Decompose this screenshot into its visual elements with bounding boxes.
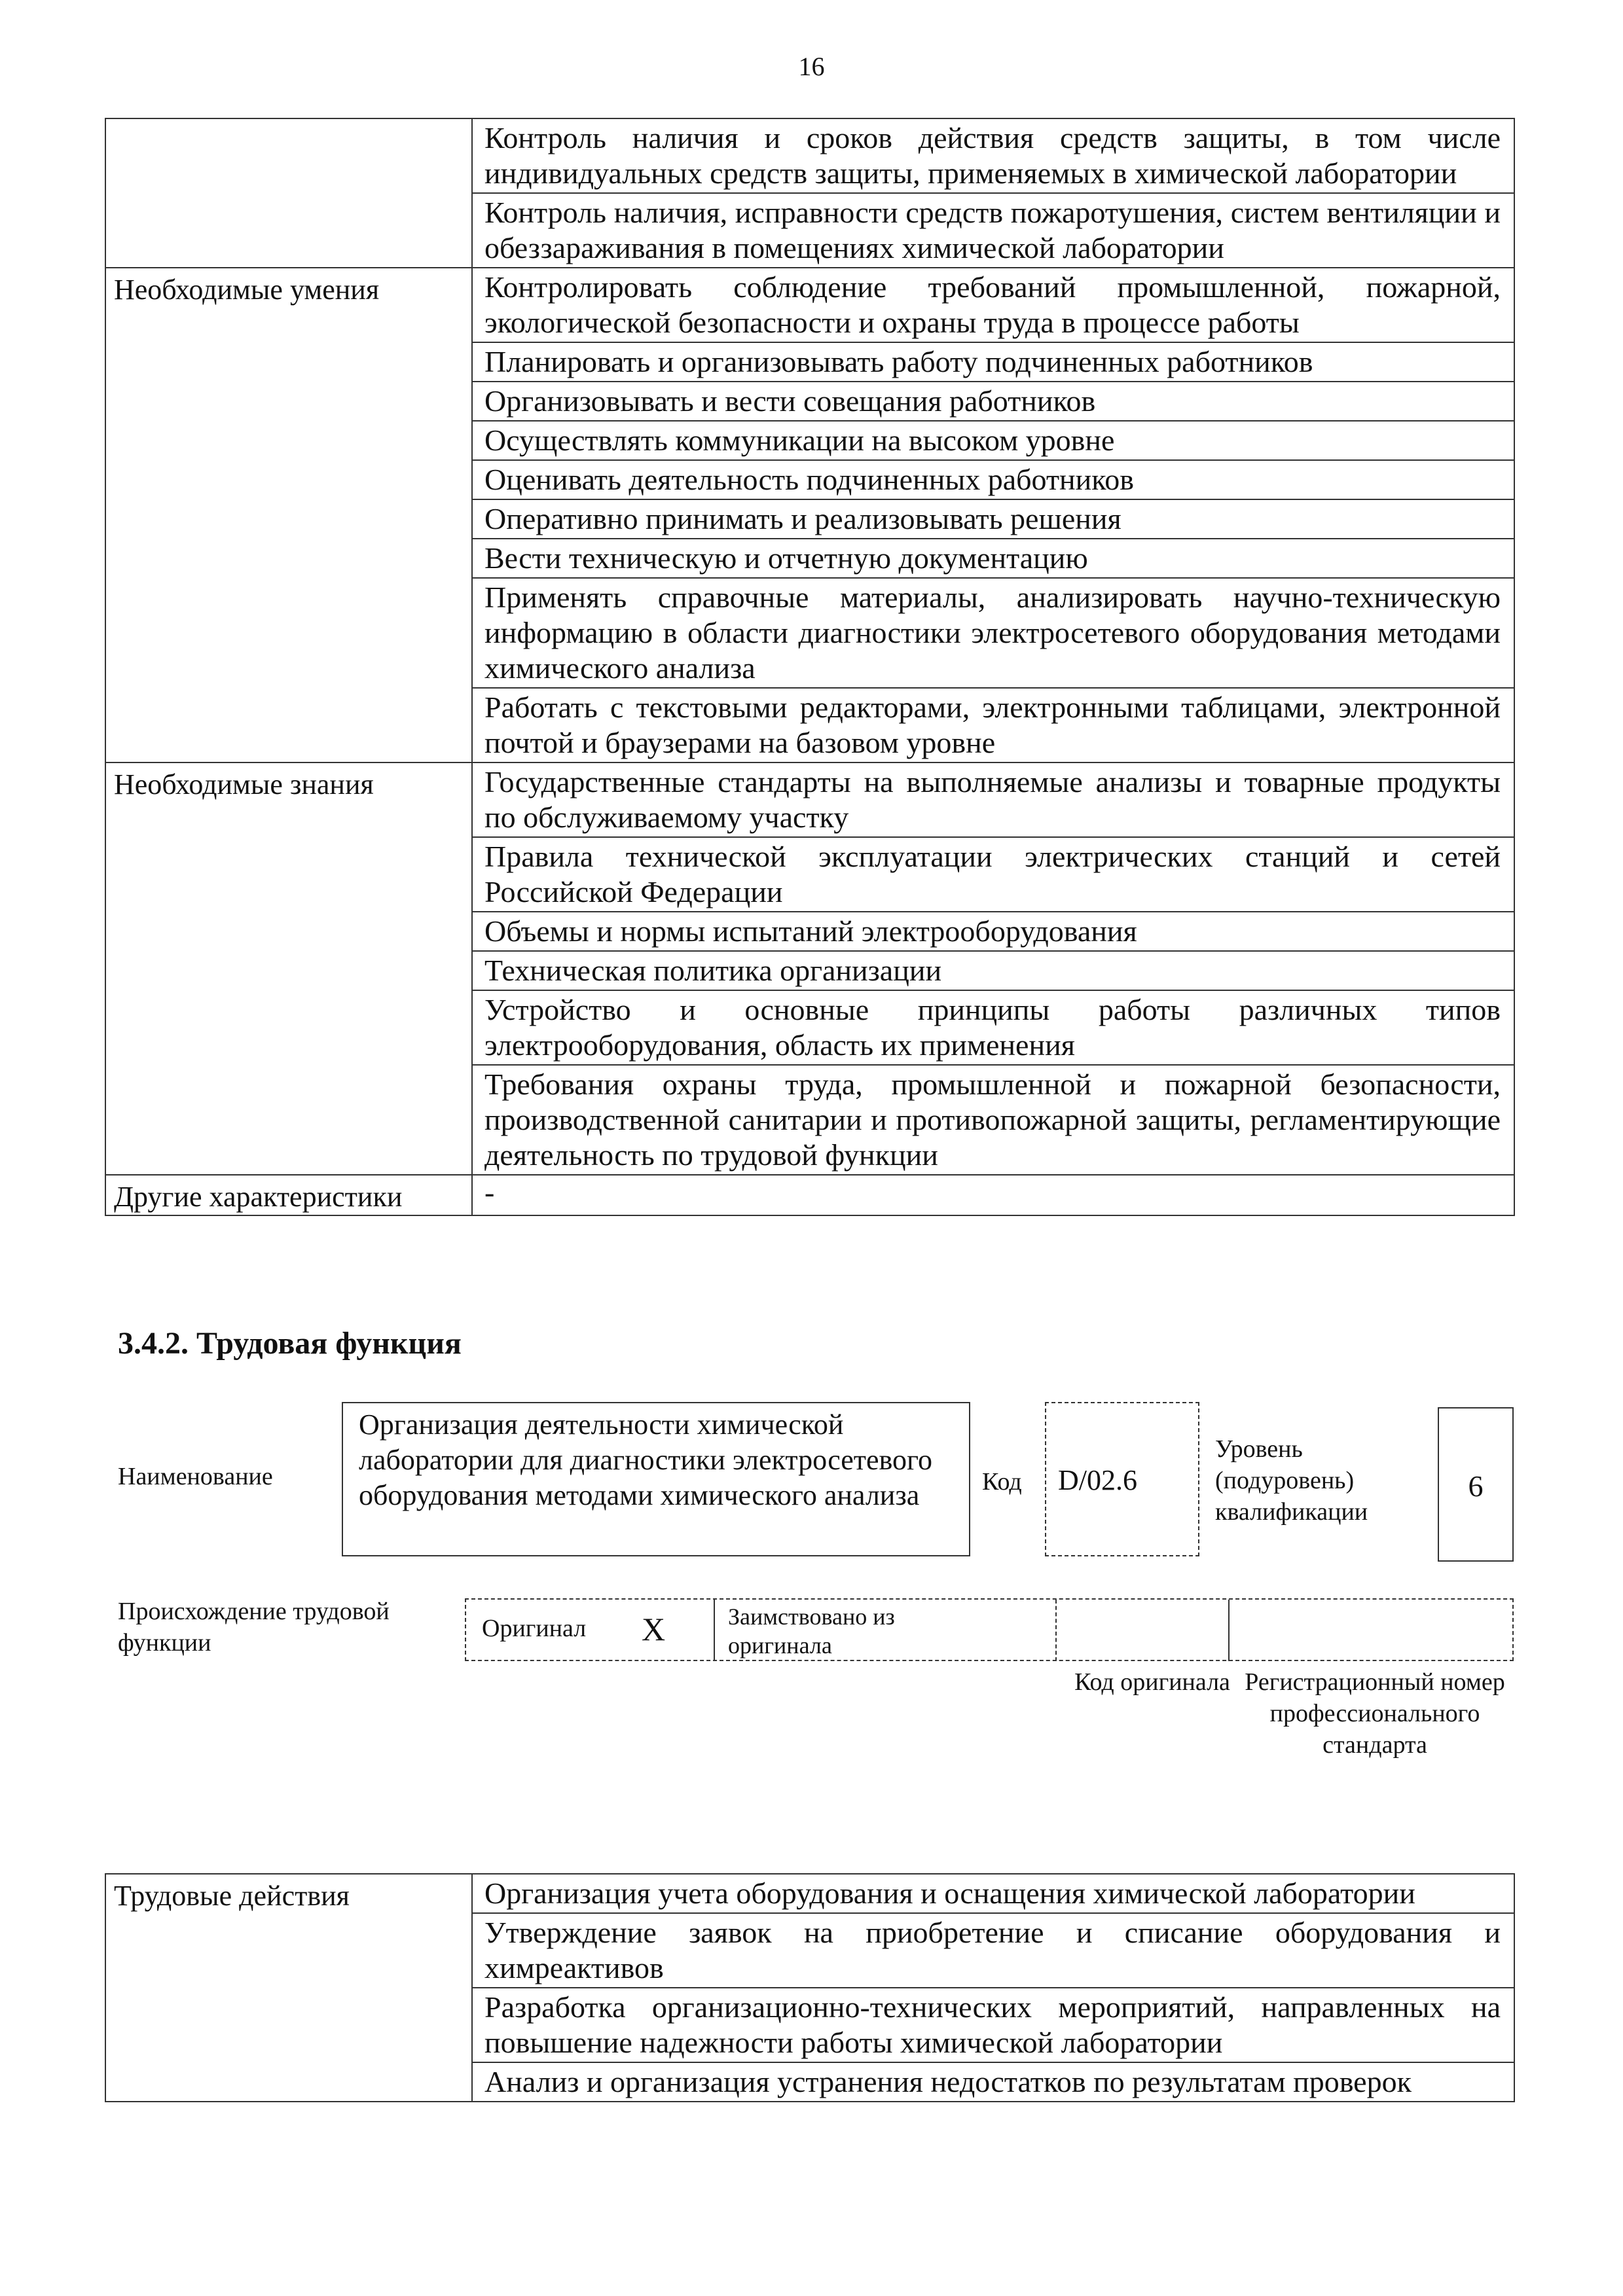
skill-line: Осуществлять коммуникации на высоком уровне xyxy=(472,421,1514,460)
skill-line: Оценивать деятельность подчиненных работников xyxy=(472,460,1514,499)
knowledge-line: Техническая политика организации xyxy=(472,951,1514,990)
requirements-table xyxy=(105,118,1515,1216)
divider xyxy=(714,1600,715,1661)
knowledge-line: Правила технической эксплуатации электрических станций и сетей Российской Федерации xyxy=(472,837,1514,912)
function-name: Организация деятельности химической лаборатории для диагностики электросетевого оборудования методами химического анализа xyxy=(359,1408,932,1511)
skill-line: Оперативно принимать и реализовывать решения xyxy=(472,499,1514,539)
divider xyxy=(1228,1600,1230,1661)
borrowed-label: Заимствовано из оригинала xyxy=(728,1604,895,1659)
row-label-skills: Необходимые умения xyxy=(105,268,472,762)
original-mark: X xyxy=(642,1611,666,1647)
skill-line: Применять справочные материалы, анализировать научно-техническую информацию в области диагностики электросетевого оборудования методами химического анализа xyxy=(472,578,1514,688)
skill-line: Вести техническую и отчетную документацию xyxy=(472,539,1514,578)
code-original-caption: Код оригинала xyxy=(1074,1668,1230,1696)
knowledge-line: Требования охраны труда, промышленной и пожарной безопасности, производственной санитарии и противопожарной защиты, регламентирующие деятельность по трудовой функции xyxy=(472,1065,1514,1175)
level-label: Уровень (подуровень) квалификации xyxy=(1215,1435,1368,1526)
level-value: 6 xyxy=(1468,1469,1484,1503)
origin-row xyxy=(465,1598,1514,1661)
skill-line: Контролировать соблюдение требований промышленной, пожарной, экологической безопасности и охраны труда в процессе работы xyxy=(472,268,1514,342)
action-line: Утверждение заявок на приобретение и списание оборудования и химреактивов xyxy=(472,1913,1514,1988)
other-value: - xyxy=(472,1175,1514,1215)
table-row xyxy=(105,762,1514,837)
requirement-line: Контроль наличия, исправности средств пожаротушения, систем вентиляции и обеззараживания в помещениях химической лаборатории xyxy=(472,193,1514,268)
section-heading: 3.4.2. Трудовая функция xyxy=(118,1326,462,1361)
action-line: Разработка организационно-технических мероприятий, направленных на повышение надежности работы химической лаборатории xyxy=(472,1988,1514,2062)
table-row xyxy=(105,118,1514,193)
code-value: D/02.6 xyxy=(1058,1464,1137,1496)
original-label: Оригинал xyxy=(482,1615,587,1642)
code-label: Код xyxy=(982,1468,1022,1496)
row-label-actions: Трудовые действия xyxy=(105,1874,472,2102)
table-row xyxy=(105,1175,1514,1215)
row-label-other: Другие характеристики xyxy=(105,1175,472,1215)
divider xyxy=(1055,1600,1057,1661)
name-label: Наименование xyxy=(118,1463,273,1490)
name-box xyxy=(342,1402,970,1556)
skill-line: Организовывать и вести совещания работников xyxy=(472,382,1514,421)
action-line: Анализ и организация устранения недостатков по результатам проверок xyxy=(472,2062,1514,2102)
row-label-knowledge: Необходимые знания xyxy=(105,762,472,1175)
table-row xyxy=(105,268,1514,342)
knowledge-line: Объемы и нормы испытаний электрооборудования xyxy=(472,912,1514,951)
code-box xyxy=(1045,1402,1199,1556)
row-label xyxy=(105,118,472,268)
knowledge-line: Устройство и основные принципы работы различных типов электрооборудования, область их применения xyxy=(472,990,1514,1065)
skill-line: Работать с текстовыми редакторами, электронными таблицами, электронной почтой и браузерами на базовом уровне xyxy=(472,688,1514,762)
action-line: Организация учета оборудования и оснащения химической лаборатории xyxy=(472,1874,1514,1913)
level-box xyxy=(1438,1407,1514,1562)
page-number: 16 xyxy=(798,52,825,81)
table-row xyxy=(105,1874,1514,1913)
knowledge-line: Государственные стандарты на выполняемые анализы и товарные продукты по обслуживаемому участку xyxy=(472,762,1514,837)
reg-number-caption: Регистрационный номер профессионального стандарта xyxy=(1245,1668,1505,1759)
requirement-line: Контроль наличия и сроков действия средств защиты, в том числе индивидуальных средств защиты, применяемых в химической лаборатории xyxy=(472,118,1514,193)
skill-line: Планировать и организовывать работу подчиненных работников xyxy=(472,342,1514,382)
origin-label: Происхождение трудовой функции xyxy=(118,1598,390,1657)
labor-actions-table xyxy=(105,1873,1515,2102)
